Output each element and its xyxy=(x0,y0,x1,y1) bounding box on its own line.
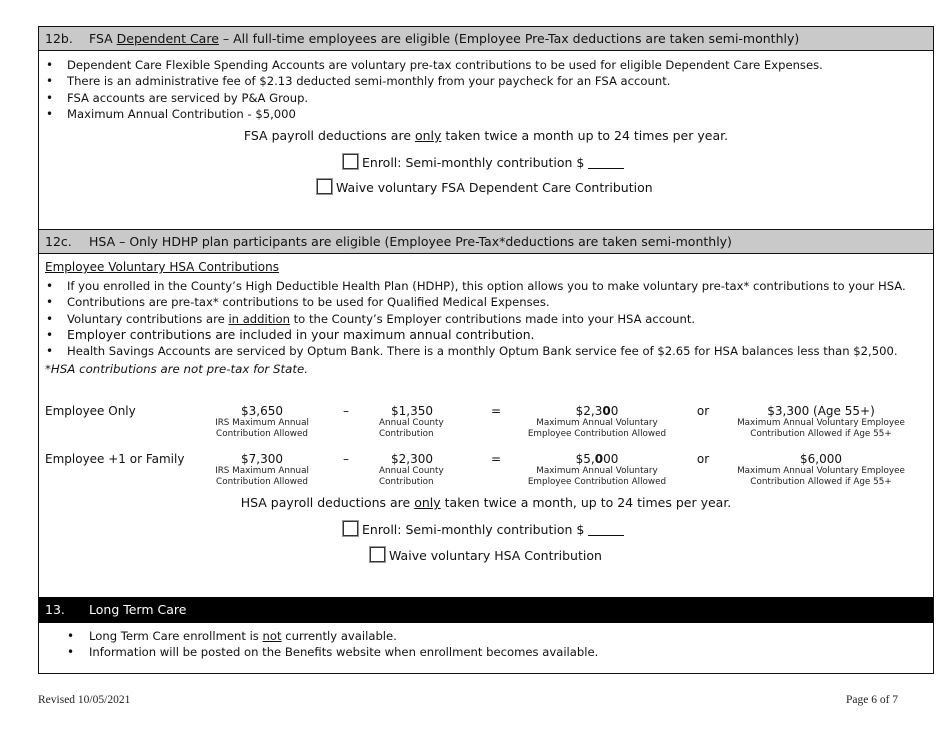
list-item: • FSA accounts are serviced by P&A Group. xyxy=(39,90,933,106)
equals-sign: = xyxy=(490,452,502,466)
list-item xyxy=(39,311,933,327)
fsa-enroll-row xyxy=(343,154,624,170)
max-value-part: $5, xyxy=(575,452,595,466)
list-item: • Health Savings Accounts are serviced by Optum Bank. There is a monthly Optum Bank service fee of $2.65 for HSA balances less than $2,500. xyxy=(39,343,933,359)
hsa-row-label: Employee +1 or Family xyxy=(45,452,185,466)
or-label: or xyxy=(696,404,710,418)
county-value: $2,300 xyxy=(391,452,433,466)
section-12c-title: HSA – Only HDHP plan participants are eligible (Employee Pre-Tax*deductions are taken semi-monthly) xyxy=(89,234,732,249)
hsa-row-employee-only xyxy=(39,404,933,440)
hsa-waive-label: Waive voluntary HSA Contribution xyxy=(389,548,602,563)
list-item xyxy=(39,628,933,644)
list-item: • Information will be posted on the Benefits website when enrollment becomes available. xyxy=(39,644,933,660)
age55-value: $6,000 xyxy=(800,452,842,466)
ltc-bullet1-text: Long Term Care enrollment is xyxy=(89,629,263,643)
hsa-enroll-row xyxy=(343,521,624,537)
ltc-bullet1-underlined: not xyxy=(262,629,282,643)
max-voluntary-value xyxy=(527,452,667,466)
age55-value: $3,300 (Age 55+) xyxy=(767,404,875,418)
max-voluntary-caption: Maximum Annual Voluntary Employee Contribution Allowed xyxy=(527,418,667,439)
section-12c-number: 12c. xyxy=(45,234,72,249)
fsa-deduction-text: FSA payroll deductions are xyxy=(243,128,415,143)
hsa-bullet3-text-end: to the County’s Employer contributions made into your HSA account. xyxy=(289,311,696,326)
equals-sign: = xyxy=(490,404,502,418)
list-item: • Maximum Annual Contribution - $5,000 xyxy=(39,106,933,122)
county-value: $1,350 xyxy=(391,404,433,418)
section-13-number: 13. xyxy=(45,602,65,617)
fsa-waive-checkbox[interactable] xyxy=(317,179,332,194)
irs-max-caption: IRS Maximum Annual Contribution Allowed xyxy=(215,466,309,487)
hsa-enroll-label: Enroll: Semi-monthly contribution $ xyxy=(362,522,585,537)
hsa-bullet-list xyxy=(39,278,933,359)
age55-cell xyxy=(729,404,913,439)
fsa-waive-label: Waive voluntary FSA Dependent Care Contribution xyxy=(336,180,653,195)
max-voluntary-caption: Maximum Annual Voluntary Employee Contribution Allowed xyxy=(527,466,667,487)
benefits-form-box xyxy=(38,26,934,674)
fsa-waive-row xyxy=(317,179,653,195)
or-label: or xyxy=(696,452,710,466)
section-12b-title-underlined: Dependent Care xyxy=(116,31,219,46)
fsa-enroll-label: Enroll: Semi-monthly contribution $ xyxy=(362,155,585,170)
page-number: Page 6 of 7 xyxy=(846,694,899,706)
list-item: • There is an administrative fee of $2.13 deducted semi-monthly from your paycheck for an FSA account. xyxy=(39,73,933,89)
county-caption: Annual County Contribution xyxy=(379,466,444,487)
hsa-deduction-text-end: taken twice a month, up to 24 times per year. xyxy=(440,495,732,510)
hsa-state-note: *HSA contributions are not pre-tax for State. xyxy=(45,362,309,376)
list-item: • If you enrolled in the County’s High Deductible Health Plan (HDHP), this option allows you to make voluntary pre-tax* contributions to your HSA. xyxy=(39,278,933,294)
ltc-bullet-list xyxy=(39,628,933,661)
list-item: • Dependent Care Flexible Spending Accounts are voluntary pre-tax contributions to be used for eligible Dependent Care Expenses. xyxy=(39,57,933,73)
max-voluntary-value xyxy=(527,404,667,418)
age55-caption: Maximum Annual Voluntary Employee Contribution Allowed if Age 55+ xyxy=(737,466,905,487)
age55-cell xyxy=(729,452,913,487)
irs-max-value: $3,650 xyxy=(241,404,283,418)
irs-max-caption: IRS Maximum Annual Contribution Allowed xyxy=(215,418,309,439)
hsa-waive-checkbox[interactable] xyxy=(370,547,385,562)
fsa-deduction-text-end: taken twice a month up to 24 times per year. xyxy=(441,128,729,143)
hsa-enroll-checkbox[interactable] xyxy=(343,521,358,536)
hsa-bullet3-text: Voluntary contributions are xyxy=(67,311,229,326)
section-12b-title-post: – All full-time employees are eligible (Employee Pre-Tax deductions are taken semi-monthly) xyxy=(218,31,800,46)
irs-max-cell xyxy=(197,404,327,439)
hsa-bullet3-underlined: in addition xyxy=(228,311,290,326)
max-voluntary-cell xyxy=(527,404,667,439)
ltc-bullet1-text-end: currently available. xyxy=(281,629,397,643)
max-value-bold: 0 xyxy=(594,452,604,466)
max-voluntary-cell xyxy=(527,452,667,487)
max-value-part: $2,3 xyxy=(575,404,603,418)
county-cell xyxy=(365,404,467,439)
minus-sign: – xyxy=(343,452,349,466)
revised-date: Revised 10/05/2021 xyxy=(38,694,131,706)
list-item: • Employer contributions are included in your maximum annual contribution. xyxy=(39,327,933,343)
fsa-deduction-note xyxy=(39,128,933,143)
age55-caption: Maximum Annual Voluntary Employee Contribution Allowed if Age 55+ xyxy=(737,418,905,439)
section-12c-header xyxy=(39,229,933,254)
hsa-row-employee-family xyxy=(39,452,933,488)
section-12b-header xyxy=(39,27,933,51)
hsa-row-label: Employee Only xyxy=(45,404,136,418)
county-caption: Annual County Contribution xyxy=(379,418,444,439)
hsa-deduction-note xyxy=(39,495,933,510)
hsa-contribution-field[interactable] xyxy=(588,523,624,536)
section-13-header xyxy=(39,597,933,623)
section-12b-title-pre: FSA xyxy=(89,31,117,46)
hsa-deduction-text: HSA payroll deductions are xyxy=(240,495,415,510)
fsa-deduction-only: only xyxy=(414,128,442,143)
hsa-waive-row xyxy=(370,547,602,563)
fsa-contribution-field[interactable] xyxy=(588,156,624,169)
hsa-subheading: Employee Voluntary HSA Contributions xyxy=(45,260,279,274)
fsa-enroll-checkbox[interactable] xyxy=(343,154,358,169)
section-13-title: Long Term Care xyxy=(89,602,187,617)
minus-sign: – xyxy=(343,404,349,418)
max-value-end: 0 xyxy=(610,404,619,418)
section-12b-number: 12b. xyxy=(45,31,73,46)
fsa-bullet-list xyxy=(39,57,933,122)
max-value-end: 00 xyxy=(603,452,619,466)
max-value-bold: 0 xyxy=(602,404,611,418)
county-cell xyxy=(365,452,467,487)
hsa-deduction-only: only xyxy=(414,495,441,510)
irs-max-value: $7,300 xyxy=(241,452,283,466)
list-item: • Contributions are pre-tax* contributions to be used for Qualified Medical Expenses. xyxy=(39,294,933,310)
irs-max-cell xyxy=(197,452,327,487)
